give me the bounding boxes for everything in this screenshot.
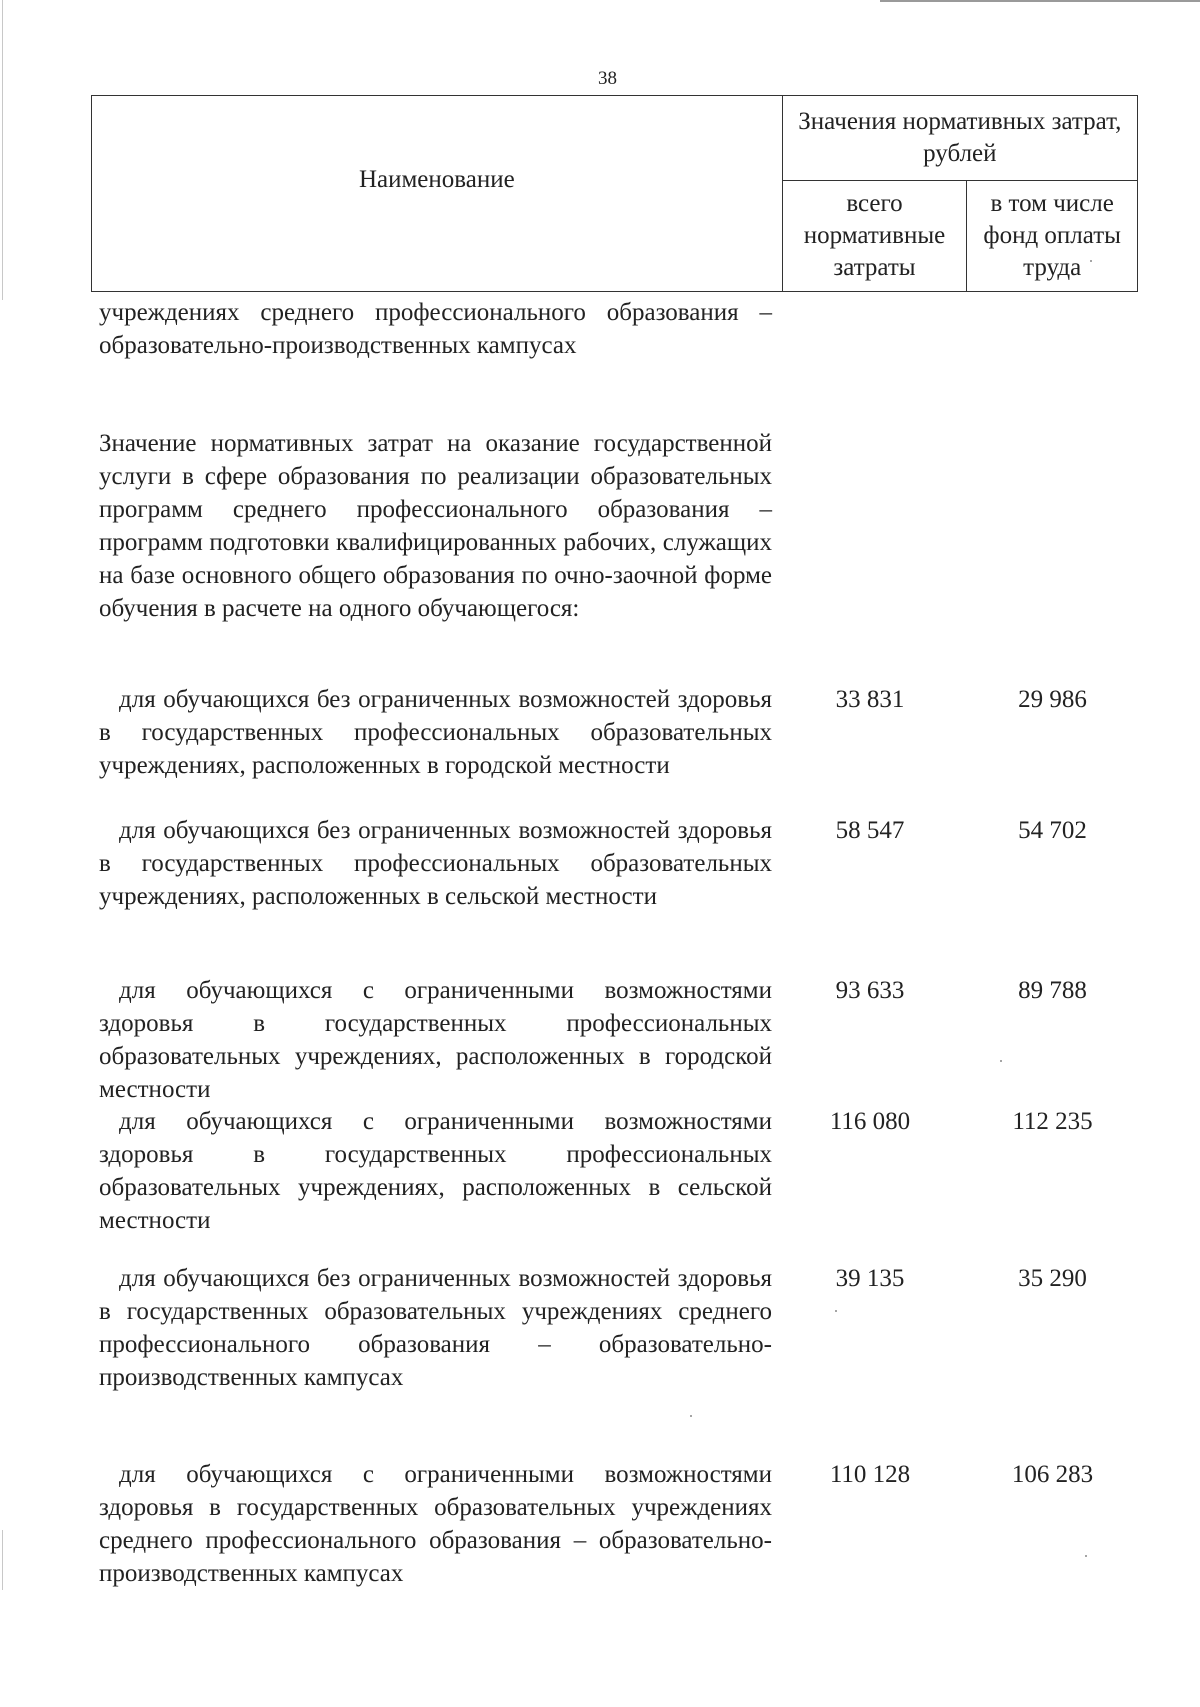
row-total-1: 33 831 <box>835 686 905 713</box>
scan-speck <box>835 1310 837 1312</box>
scan-speck <box>1090 260 1092 262</box>
page-number: 38 <box>598 68 617 89</box>
row-wage-5: 35 290 <box>1018 1265 1087 1292</box>
scan-left-edge-lower <box>2 1530 3 1590</box>
row-label-2: для обучающихся без ограниченных возможностей здоровья в государственных профессиональных образовательных учреждениях, расположенных в сельской местности <box>99 817 772 910</box>
row-wage-4: 112 235 <box>1012 1108 1093 1135</box>
row-total-4: 116 080 <box>829 1108 911 1135</box>
row-wage-3: 89 788 <box>1018 977 1087 1004</box>
table-header <box>91 95 1138 292</box>
row-label-5: для обучающихся без ограниченных возможностей здоровья в государственных образовательных учреждениях среднего профессионального образования – образовательно-производственных кампусах <box>99 1265 772 1391</box>
row-wage-1: 29 986 <box>1018 686 1087 713</box>
row-total-3: 93 633 <box>835 977 905 1004</box>
row-wage-2: 54 702 <box>1018 817 1087 844</box>
row-total-5: 39 135 <box>835 1265 905 1292</box>
scan-top-rule <box>880 0 1200 2</box>
intro-tail-text: учреждениях среднего профессионального образования – образовательно-производственных кампусах <box>99 299 772 359</box>
row-wage-6: 106 283 <box>1011 1461 1094 1488</box>
header-values-cell: Значения нормативных затрат, рублей <box>782 96 1137 181</box>
header-total-cell: всего нормативные затраты <box>782 181 967 292</box>
row-label-1: для обучающихся без ограниченных возможностей здоровья в государственных профессиональных образовательных учреждениях, расположенных в городской местности <box>99 686 772 779</box>
row-total-6: 110 128 <box>829 1461 911 1488</box>
row-label-3: для обучающихся с ограниченными возможностями здоровья в государственных профессиональных образовательных учреждениях, расположенных в городской местности <box>99 977 772 1103</box>
scan-speck <box>690 1415 692 1417</box>
row-label-6: для обучающихся с ограниченными возможностями здоровья в государственных образовательных учреждениях среднего профессионального образования – образовательно-производственных кампусах <box>99 1461 772 1587</box>
row-total-2: 58 547 <box>835 817 905 844</box>
section-heading: Значение нормативных затрат на оказание государственной услуги в сфере образования по реализации образовательных программ среднего профессионального образования – программ подготовки квалифицированных рабочих, служащих на базе основного общего образования по очно-заочной форме обучения в расчете на одного обучающегося: <box>99 430 772 622</box>
scan-speck <box>1085 1555 1087 1557</box>
scan-left-edge <box>2 0 3 300</box>
header-wage-cell: в том числе фонд оплаты труда <box>967 181 1138 292</box>
header-name-cell: Наименование <box>92 96 783 292</box>
row-label-4: для обучающихся с ограниченными возможностями здоровья в государственных профессиональных образовательных учреждениях, расположенных в сельской местности <box>99 1108 772 1234</box>
scan-speck <box>1000 1060 1002 1062</box>
